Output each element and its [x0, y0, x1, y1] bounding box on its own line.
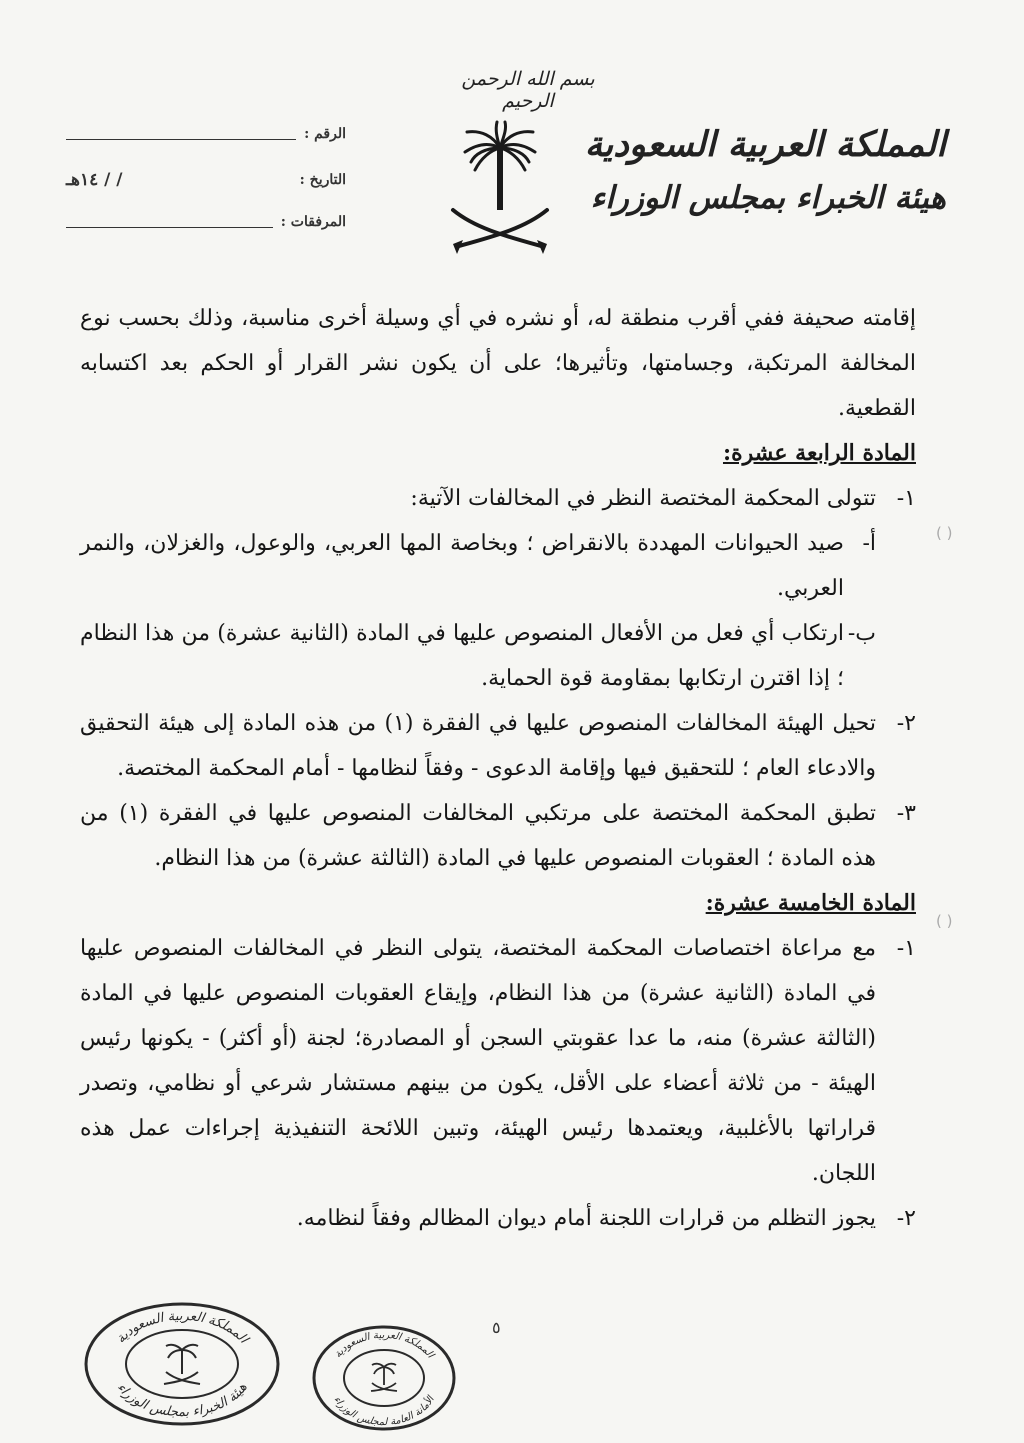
article-15-clause-1 — [80, 926, 916, 1196]
reference-field — [66, 126, 346, 142]
palm-and-swords-emblem — [445, 118, 555, 270]
binding-hole-mark: ( ) — [936, 912, 953, 930]
article-14-clause-1b — [80, 611, 876, 701]
stamp-emblem-icon — [371, 1364, 397, 1391]
stamp-top-text: المملكة العربية السعودية — [113, 1308, 251, 1347]
stamp-bottom-text: الأمانة العامة لمجلس الوزراء — [331, 1394, 437, 1429]
clause-number: ٢- — [896, 1206, 916, 1231]
date-field — [66, 170, 346, 190]
agency-name: هيئة الخبراء بمجلس الوزراء — [590, 180, 946, 216]
reference-line — [66, 129, 296, 140]
attachments-line — [66, 217, 273, 228]
intro-paragraph: إقامته صحيفة ففي أقرب منطقة له، أو نشره في أي وسيلة أخرى مناسبة، وذلك بحسب نوع المخالفة المرتكبة، وجسامتها، وتأثيرها؛ على أن يكون نشر القرار أو الحكم بعد اكتسابه القطعية. — [80, 306, 916, 421]
article-14-clause-2 — [80, 701, 916, 791]
clause-number: ٢- — [896, 711, 916, 736]
article-14-heading: المادة الرابعة عشرة: — [722, 440, 916, 466]
article-14-clause-3 — [80, 791, 916, 881]
clause-number: ١- — [896, 936, 916, 961]
subclause-text: صيد الحيوانات المهددة بالانقراض ؛ وبخاصة المها العربي، والوعول، والغزلان، والنمر العربي. — [80, 531, 844, 601]
agency-stamp — [82, 1300, 282, 1428]
page-number: ٥ — [492, 1318, 501, 1337]
article-15-clause-2 — [80, 1196, 916, 1241]
reference-label: الرقم : — [304, 126, 346, 142]
binding-hole-mark: ( ) — [936, 524, 953, 542]
basmala: بسم الله الرحمن الرحيم — [461, 68, 595, 112]
article-14-clause-1 — [80, 476, 916, 521]
clause-text: مع مراعاة اختصاصات المحكمة المختصة، يتولى النظر في المخالفات المنصوص عليها في المادة (الثانية عشرة) من هذا النظام، وإيقاع العقوبات المنصوص عليها في المادة (الثالثة عشرة) منه، ما عدا عقوبتي السجن أو المصادرة؛ لجنة (أو أكثر) - يكونها رئيس الهيئة - من ثلاثة أعضاء على الأقل، يكون من بينهم مستشار شرعي أو نظامي، وتصدر قراراتها بالأغلبية، ويعتمدها رئيس الهيئة، وتبين اللائحة التنفيذية إجراءات عمل هذه اللجان. — [80, 936, 876, 1186]
stamp-bottom-text: هيئة الخبراء بمجلس الوزراء — [113, 1380, 251, 1421]
clause-text: تتولى المحكمة المختصة النظر في المخالفات الآتية: — [410, 486, 876, 511]
article-14-clause-1a — [80, 521, 876, 611]
subclause-text: ارتكاب أي فعل من الأفعال المنصوص عليها في المادة (الثانية عشرة) من هذا النظام ؛ إذا اقترن ارتكابها بمقاومة قوة الحماية. — [80, 621, 844, 691]
document-body — [80, 296, 916, 1241]
clause-text: يجوز التظلم من قرارات اللجنة أمام ديوان المظالم وفقاً لنظامه. — [296, 1206, 876, 1231]
kingdom-name: المملكة العربية السعودية — [584, 124, 946, 165]
clause-number: ١- — [896, 486, 916, 511]
clause-number: ٣- — [896, 801, 916, 826]
stamp-emblem-icon — [164, 1345, 200, 1384]
stamp-top-text: المملكة العربية السعودية — [332, 1329, 436, 1361]
clause-text: تحيل الهيئة المخالفات المنصوص عليها في الفقرة (١) من هذه المادة إلى هيئة التحقيق والادعاء العام ؛ للتحقيق فيها وإقامة الدعوى - وفقاً لنظامها - أمام المحكمة المختصة. — [80, 711, 877, 781]
subclause-letter: أ- — [862, 531, 876, 556]
attachments-field — [66, 214, 346, 230]
date-label: التاريخ : — [299, 172, 346, 188]
attachments-label: المرفقات : — [280, 214, 346, 230]
clause-text: تطبق المحكمة المختصة على مرتكبي المخالفات المنصوص عليها في الفقرة (١) من هذه المادة ؛ العقوبات المنصوص عليها في المادة (الثالثة عشرة) من هذا النظام. — [80, 801, 877, 871]
general-secretariat-stamp — [310, 1323, 458, 1433]
article-15-heading: المادة الخامسة عشرة: — [705, 890, 916, 916]
date-value: / / ١٤هـ — [66, 170, 123, 190]
subclause-letter: ب- — [847, 621, 876, 646]
